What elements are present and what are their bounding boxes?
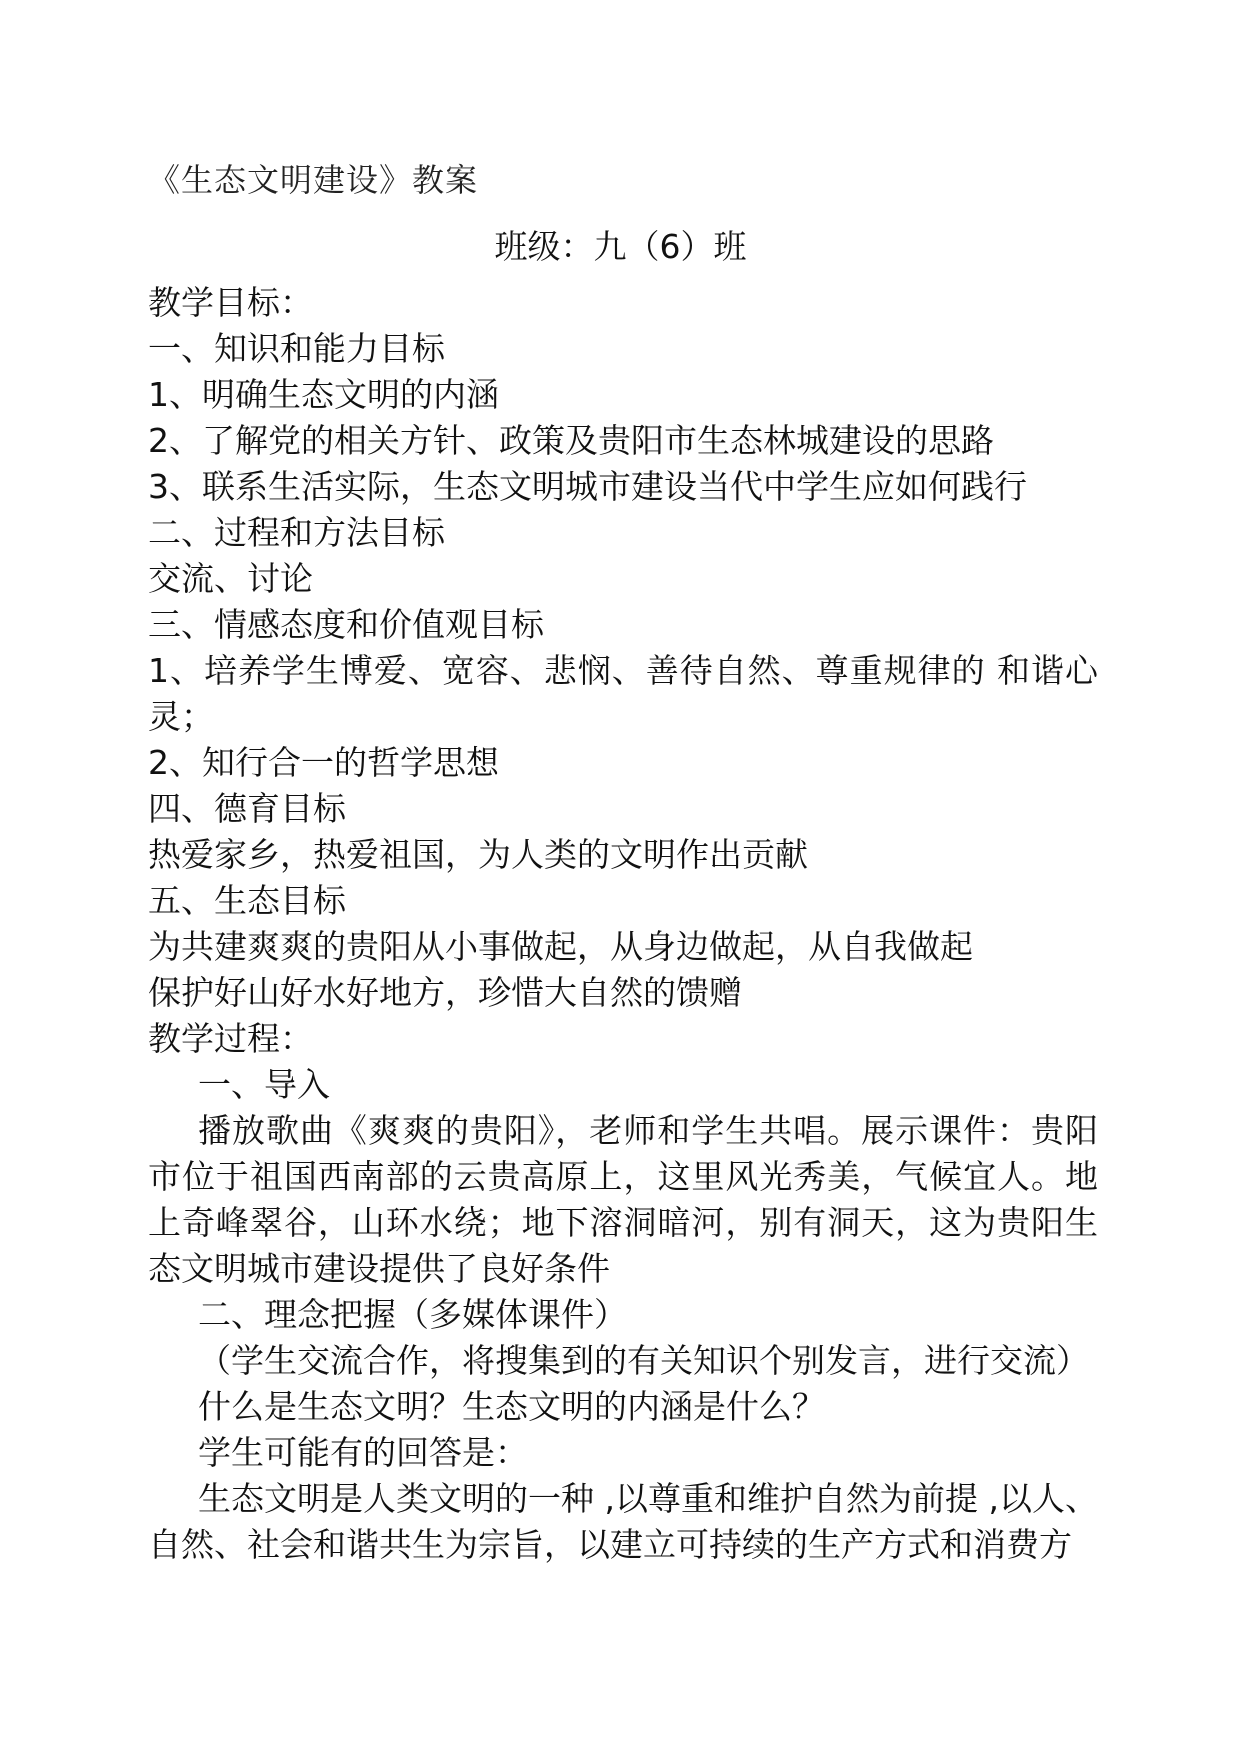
document-body bbox=[148, 280, 1098, 1568]
objective-item: 1、明确生态文明的内涵 bbox=[148, 375, 499, 414]
objective-item: 2、了解党的相关方针、政策及贵阳市生态林城建设的思路 bbox=[148, 421, 994, 460]
objective-item: 为共建爽爽的贵阳从小事做起，从身边做起，从自我做起 bbox=[148, 927, 973, 966]
paragraph: 学生可能有的回答是： bbox=[198, 1433, 528, 1472]
class-label: 班级：九（6）班 bbox=[494, 227, 747, 266]
objective-heading-process: 二、过程和方法目标 bbox=[148, 513, 445, 552]
paragraph: （学生交流合作，将搜集到的有关知识个别发言，进行交流） bbox=[198, 1341, 1089, 1380]
objective-item: 2、知行合一的哲学思想 bbox=[148, 743, 499, 782]
paragraph: 生态文明是人类文明的一种 ,以尊重和维护自然为前提 ,以人、自然、社会和谐共生为宗旨，以建立可持续的生产方式和消费方 bbox=[148, 1479, 1098, 1564]
objective-heading-emotion: 三、情感态度和价值观目标 bbox=[148, 605, 544, 644]
objective-heading-knowledge: 一、知识和能力目标 bbox=[148, 329, 445, 368]
objective-item: 交流、讨论 bbox=[148, 559, 313, 598]
section-heading-process: 教学过程： bbox=[148, 1019, 313, 1058]
step-heading-intro: 一、导入 bbox=[198, 1065, 330, 1104]
section-heading-objectives: 教学目标： bbox=[148, 283, 313, 322]
paragraph: 播放歌曲《爽爽的贵阳》，老师和学生共唱。展示课件：贵阳市位于祖国西南部的云贵高原上，这里风光秀美，气候宜人。地上奇峰翠谷，山环水绕；地下溶洞暗河，别有洞天，这为贵阳生态文明城市建设提供了良好条件 bbox=[148, 1111, 1098, 1288]
objective-item: 热爱家乡，热爱祖国，为人类的文明作出贡献 bbox=[148, 835, 808, 874]
document-title: 《生态文明建设》教案 bbox=[148, 161, 479, 199]
objective-heading-moral: 四、德育目标 bbox=[148, 789, 346, 828]
objective-item: 3、联系生活实际，生态文明城市建设当代中学生应如何践行 bbox=[148, 467, 1027, 506]
objective-item: 1、培养学生博爱、宽容、悲悯、善待自然、尊重规律的 和谐心灵； bbox=[148, 651, 1098, 736]
step-heading-concept: 二、理念把握（多媒体课件） bbox=[198, 1295, 627, 1334]
objective-item: 保护好山好水好地方，珍惜大自然的馈赠 bbox=[148, 973, 742, 1012]
objective-heading-ecology: 五、生态目标 bbox=[148, 881, 346, 920]
paragraph: 什么是生态文明？生态文明的内涵是什么？ bbox=[198, 1387, 825, 1426]
